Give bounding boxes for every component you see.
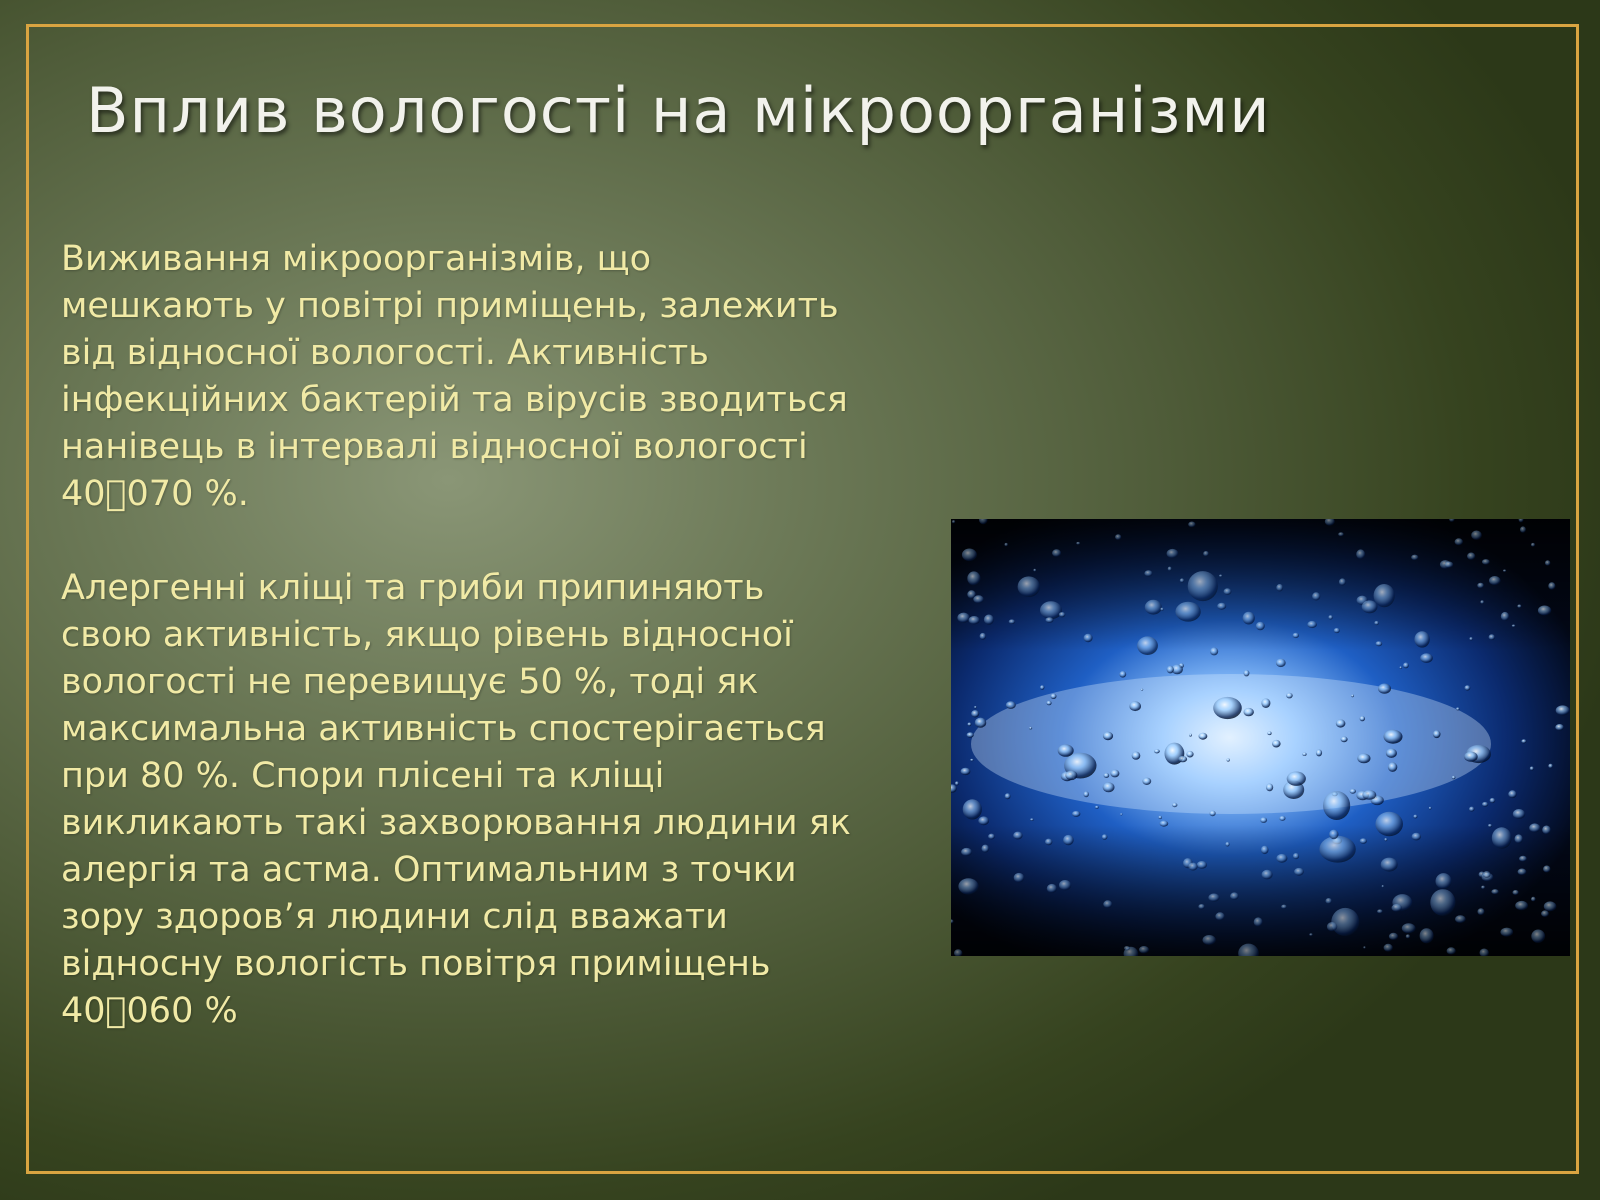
slide-title: Вплив вологості на мікроорганізми xyxy=(86,74,1271,147)
water-droplets-photo xyxy=(951,519,1570,956)
paragraph-allergens: Алергенні кліщі та гриби припиняють свою активність, якщо рівень відносної вологості не перевищує 50 %, тоді як максимальна активність спостерігається при 80 %. Спори плісені та кліщі викликають такі захворювання людини як алергія та астма. Оптимальним з точки зору здоров’я людини слід вважати відносну вологість повітря приміщень 40 060 % xyxy=(61,568,851,1031)
slide-body xyxy=(61,236,941,1035)
paragraph-humidity-survival: Виживання мікроорганізмів, що мешкають у повітрі приміщень, залежить від відносної вологості. Активність інфекційних бактерій та вірусів зводиться нанівець в інтервалі відносної вологості 40 070 %. xyxy=(61,239,848,514)
